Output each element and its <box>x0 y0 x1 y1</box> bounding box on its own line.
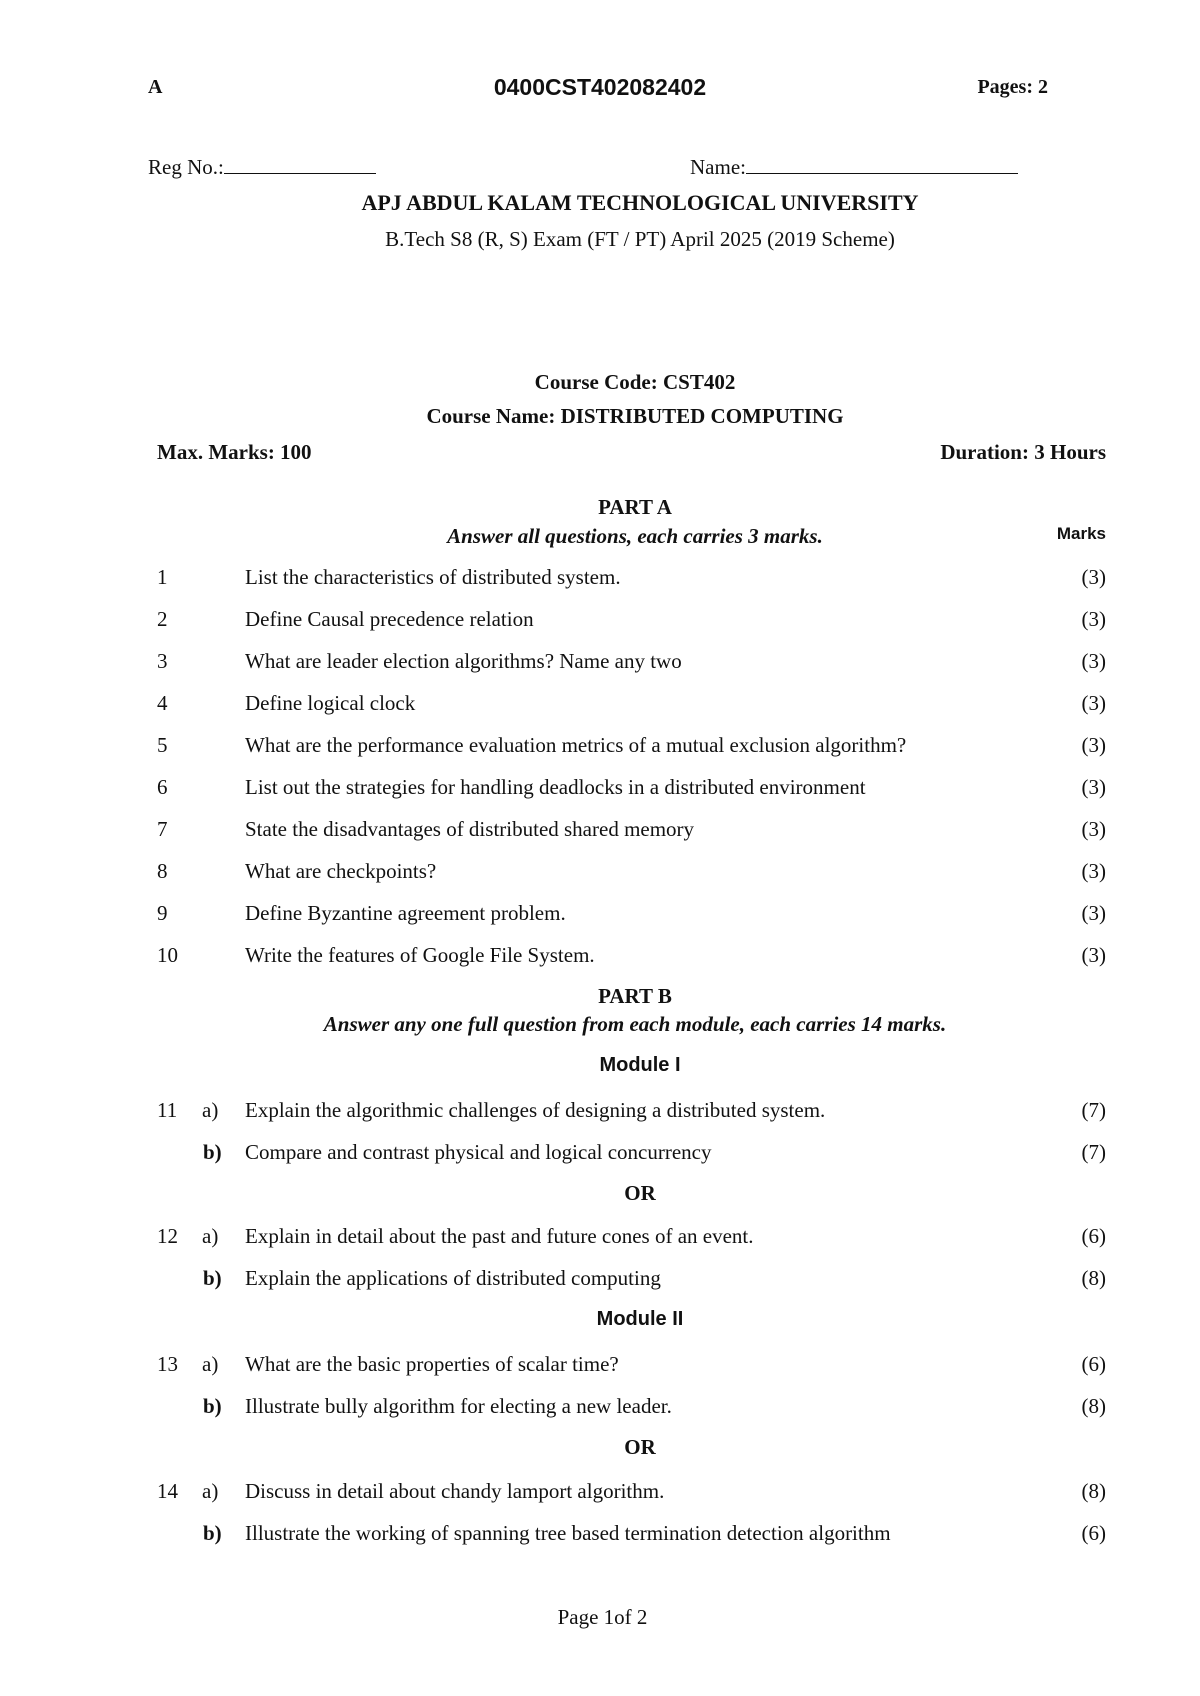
question-number: 5 <box>157 733 168 757</box>
question-number: 14 <box>157 1479 178 1503</box>
question-number: 1 <box>157 565 168 589</box>
question-row <box>0 817 1200 847</box>
question-row <box>0 607 1200 637</box>
question-text: Discuss in detail about chandy lamport algorithm. <box>245 1479 665 1503</box>
max-marks: Max. Marks: 100 <box>157 440 312 464</box>
name-label: Name: <box>690 155 746 179</box>
module-title: Module II <box>596 1308 684 1330</box>
question-text: List the characteristics of distributed system. <box>245 565 621 589</box>
name-field <box>690 155 1018 180</box>
reg-no-blank <box>224 155 376 174</box>
question-marks: (3) <box>1081 817 1106 841</box>
question-marks: (3) <box>1081 859 1106 883</box>
question-marks: (3) <box>1081 607 1106 631</box>
course-name: Course Name: DISTRIBUTED COMPUTING <box>426 404 844 428</box>
question-subpart: b) <box>203 1394 222 1418</box>
course-code: Course Code: CST402 <box>534 370 736 394</box>
question-row <box>0 1521 1200 1551</box>
reg-no-field <box>148 155 376 180</box>
question-set-label: A <box>148 76 163 98</box>
question-subpart: a) <box>202 1098 219 1122</box>
question-marks: (7) <box>1081 1098 1106 1122</box>
page-count: Pages: 2 <box>977 76 1048 98</box>
question-text: Explain the applications of distributed computing <box>245 1266 661 1290</box>
question-text: Illustrate bully algorithm for electing a new leader. <box>245 1394 672 1418</box>
question-marks: (7) <box>1081 1140 1106 1164</box>
question-number: 11 <box>157 1098 178 1122</box>
question-number: 13 <box>157 1352 178 1376</box>
question-row <box>0 1140 1200 1170</box>
question-text: Define logical clock <box>245 691 416 715</box>
question-marks: (3) <box>1081 901 1106 925</box>
question-text: Explain the algorithmic challenges of designing a distributed system. <box>245 1098 826 1122</box>
question-marks: (6) <box>1081 1224 1106 1248</box>
question-number: 7 <box>157 817 168 841</box>
question-row <box>0 649 1200 679</box>
question-text: Define Byzantine agreement problem. <box>245 901 566 925</box>
question-row <box>0 901 1200 931</box>
question-subpart: b) <box>203 1521 222 1545</box>
question-row <box>0 733 1200 763</box>
or-divider: OR <box>624 1181 656 1205</box>
question-text: What are the basic properties of scalar time? <box>245 1352 619 1376</box>
question-text: Illustrate the working of spanning tree based termination detection algorithm <box>245 1521 891 1545</box>
question-marks: (8) <box>1081 1394 1106 1418</box>
question-row <box>0 1394 1200 1424</box>
question-subpart: a) <box>202 1224 219 1248</box>
question-number: 8 <box>157 859 168 883</box>
question-marks: (3) <box>1081 649 1106 673</box>
marks-column-header: Marks <box>1056 524 1106 543</box>
question-number: 6 <box>157 775 168 799</box>
question-number: 10 <box>157 943 178 967</box>
question-text: Define Causal precedence relation <box>245 607 534 631</box>
question-text: Explain in detail about the past and future cones of an event. <box>245 1224 754 1248</box>
question-marks: (3) <box>1081 733 1106 757</box>
question-text: Compare and contrast physical and logical concurrency <box>245 1140 712 1164</box>
question-text: List out the strategies for handling deadlocks in a distributed environment <box>245 775 866 799</box>
part-b-instruction: Answer any one full question from each module, each carries 14 marks. <box>323 1012 947 1036</box>
question-text: State the disadvantages of distributed shared memory <box>245 817 695 841</box>
question-row <box>0 1098 1200 1128</box>
or-divider: OR <box>624 1435 656 1459</box>
part-a-instruction: Answer all questions, each carries 3 marks. <box>447 524 823 548</box>
question-row <box>0 943 1200 973</box>
question-marks: (8) <box>1081 1479 1106 1503</box>
question-row <box>0 1266 1200 1296</box>
paper-code: 0400CST402082402 <box>493 74 707 100</box>
question-text: What are leader election algorithms? Name any two <box>245 649 682 673</box>
question-marks: (6) <box>1081 1521 1106 1545</box>
question-marks: (3) <box>1081 565 1106 589</box>
question-number: 4 <box>157 691 168 715</box>
question-text: Write the features of Google File System. <box>245 943 595 967</box>
duration: Duration: 3 Hours <box>940 440 1106 464</box>
question-row <box>0 1352 1200 1382</box>
question-row <box>0 859 1200 889</box>
reg-no-label: Reg No.: <box>148 155 224 179</box>
question-marks: (8) <box>1081 1266 1106 1290</box>
exam-title: B.Tech S8 (R, S) Exam (FT / PT) April 2025 (2019 Scheme) <box>385 227 895 251</box>
question-text: What are the performance evaluation metrics of a mutual exclusion algorithm? <box>245 733 907 757</box>
question-row <box>0 775 1200 805</box>
question-row <box>0 565 1200 595</box>
question-marks: (6) <box>1081 1352 1106 1376</box>
question-text: What are checkpoints? <box>245 859 437 883</box>
question-number: 2 <box>157 607 168 631</box>
module-title: Module I <box>599 1054 681 1076</box>
part-b-title: PART B <box>598 984 672 1008</box>
name-blank <box>746 155 1018 174</box>
question-number: 9 <box>157 901 168 925</box>
question-row <box>0 1479 1200 1509</box>
question-row <box>0 1224 1200 1254</box>
question-number: 12 <box>157 1224 178 1248</box>
page-footer: Page 1of 2 <box>557 1605 648 1629</box>
question-number: 3 <box>157 649 168 673</box>
question-subpart: b) <box>203 1266 222 1290</box>
question-marks: (3) <box>1081 775 1106 799</box>
question-subpart: a) <box>202 1352 219 1376</box>
question-subpart: a) <box>202 1479 219 1503</box>
question-marks: (3) <box>1081 943 1106 967</box>
question-subpart: b) <box>203 1140 222 1164</box>
question-row <box>0 691 1200 721</box>
part-a-title: PART A <box>598 495 672 519</box>
university-name: APJ ABDUL KALAM TECHNOLOGICAL UNIVERSITY <box>361 190 919 215</box>
question-marks: (3) <box>1081 691 1106 715</box>
